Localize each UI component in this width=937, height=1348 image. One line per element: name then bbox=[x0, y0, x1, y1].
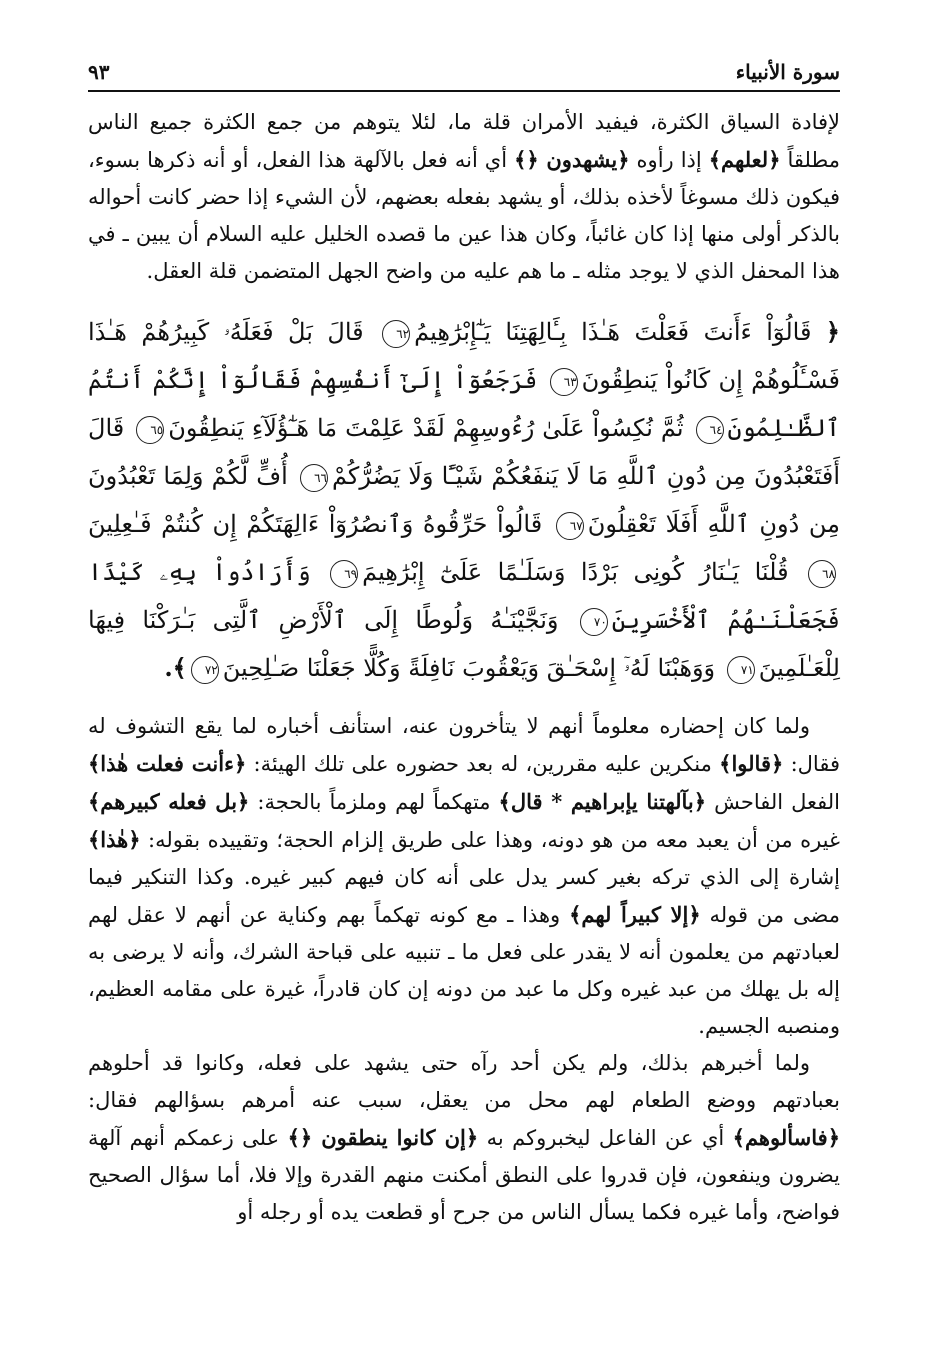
text-run: الفعل الفاحش bbox=[706, 790, 841, 814]
ayah-number-marker: ٧٢ bbox=[191, 656, 219, 684]
text-run: أي أنه فعل بالآلهة هذا الفعل، أو أنه ذكرها بسوء، فيكون ذلك مسوغاً لأخذه بذلك، أو يشهد بفعله بعضهم، لأن الشيء إذا حضر كانت أحواله بالذكر أولى منها إذا كان غائباً، وكان هذا عين ما قصده الخليل عليه السلام أن يبين ـ في هذا المحفل الذي لا يوجد مثله ـ ما هم عليه من واضح الجهل المتضمن قلة العقل. bbox=[88, 148, 840, 283]
verse-text: قَالَ أَفَتَعْبُدُونَ مِن دُونِ ٱللَّهِ مَا لَا يَنفَعُكُمْ شَيْـًٔا وَلَا يَضُرُّكُمْ bbox=[88, 414, 841, 490]
text-run: لإفادة السياق الكثرة، فيفيد الأمران قلة ما، لئلا يتوهم من جمع الكثرة جميع الناس مطلقاً bbox=[88, 110, 840, 172]
ayah-number-marker: ٦٣ bbox=[550, 368, 578, 396]
quoted-word: ﴿فاسألوهم﴾ bbox=[732, 1125, 840, 1150]
quoted-word: ﴿هٰذا﴾ bbox=[88, 827, 141, 852]
ayah-number-marker: ٦٨ bbox=[808, 560, 836, 588]
text-run: منكرين عليه مقررين، له بعد حضوره على تلك الهيئة: bbox=[246, 752, 720, 776]
verse-text: أُفٍّ لَّكُمْ وَلِمَا تَعْبُدُونَ مِن دُونِ ٱللَّهِ أَفَلَا تَعْقِلُونَ bbox=[88, 462, 840, 538]
verse-text: وَوَهَبْنَا لَهُۥٓ إِسْحَـٰقَ وَيَعْقُوبَ نَافِلَةً وَكُلًّا جَعَلْنَا صَـٰلِحِينَ bbox=[222, 654, 716, 682]
verse-text: وَنَجَّيْنَـٰهُ وَلُوطًا إِلَى ٱلْأَرْضِ ٱلَّتِى بَـٰرَكْنَا فِيهَا لِلْعَـٰلَمِينَ bbox=[88, 606, 840, 682]
text-run: متهكماً لهم وملزماً بالحجة: bbox=[249, 790, 499, 814]
ayah-number-marker: ٦٤ bbox=[696, 416, 724, 444]
text-run: على زعمكم أنهم آلهة يضرون وينفعون، فإن قدروا على النطق أمكنت منهم القدرة وإلا فلا، أما سؤال الصحيح فواضح، وأما غيره فكما يسأل الناس من جرح أو قطعت يده أو رجله أو bbox=[88, 1126, 840, 1224]
page-header bbox=[88, 56, 840, 92]
quoted-word: ﴿قالوا﴾ bbox=[719, 751, 784, 776]
ayah-number-marker: ٦٥ bbox=[136, 416, 164, 444]
quoted-word: ﴿إلا كبيراً لهم﴾ bbox=[569, 902, 701, 927]
quoted-word: ﴿لعلهم﴾ bbox=[708, 147, 781, 172]
verse-text: فَرَجَعُوٓاْ إِلَىٰٓ أَنفُسِهِمْ فَقَالُوٓاْ إِنَّكُمْ أَنتُمُ ٱلظَّـٰلِمُونَ bbox=[88, 366, 841, 442]
quran-close-bracket: ﴾. bbox=[164, 653, 187, 682]
ayah-number-marker: ٧١ bbox=[727, 656, 755, 684]
text-run: إشارة إلى الذي تركه بغير كسر يدل على أنه كان فيهم كبير غيره. وكذا التنكير فيما مضى من قوله bbox=[88, 865, 840, 927]
verse-text: قَالَ بَلْ فَعَلَهُۥ كَبِيرُهُمْ هَـٰذَا فَسْـَٔلُوهُمْ إِن كَانُواْ يَنطِقُونَ bbox=[88, 318, 840, 394]
surah-title: سورة الأنبياء bbox=[735, 60, 840, 84]
quran-open-bracket: ﴿ bbox=[825, 317, 840, 346]
ayah-number-marker: ٧٠ bbox=[580, 608, 608, 636]
verse-text: ثُمَّ نُكِسُواْ عَلَىٰ رُءُوسِهِمْ لَقَدْ عَلِمْتَ مَا هَـٰٓؤُلَآءِ يَنطِقُونَ bbox=[168, 414, 684, 442]
commentary-paragraph-2 bbox=[88, 708, 840, 1045]
page-number: ٩٣ bbox=[88, 60, 110, 84]
ayah-number-marker: ٦٧ bbox=[556, 512, 584, 540]
verse-text: قَالُوٓاْ ءَأَنتَ فَعَلْتَ هَـٰذَا بِـَٔالِهَتِنَا يَـٰٓإِبْرَٰهِيمُ bbox=[414, 318, 812, 346]
verse-text: وَأَرَادُواْ بِهِۦ كَيْدًا فَجَعَلْنَـٰهُمُ ٱلْأَخْسَرِينَ bbox=[88, 558, 840, 634]
quran-verses-block bbox=[88, 308, 840, 692]
text-run: ولما أخبرهم بذلك، ولم يكن أحد رآه حتى يشهد على فعله، وكانوا قد أحلوهم بعبادتهم ووضع الطعام لهم محل من يعقل، سبب عنه أمرهم بسؤالهم فقال: bbox=[88, 1051, 840, 1112]
ayah-number-marker: ٦٦ bbox=[300, 464, 328, 492]
ayah-number-marker: ٦٢ bbox=[382, 320, 410, 348]
commentary-paragraph-3 bbox=[88, 1045, 840, 1231]
text-run: أي عن الفاعل ليخبروكم به bbox=[478, 1126, 733, 1150]
quoted-word: ﴿بل فعله كبيرهم﴾ bbox=[88, 789, 250, 814]
book-page bbox=[88, 56, 840, 1326]
verse-text: قُلْنَا يَـٰنَارُ كُونِى بَرْدًا وَسَلَـٰمًا عَلَىٰٓ إِبْرَٰهِيمَ bbox=[362, 558, 789, 586]
quoted-word: ﴿يشهدون ﴿﴾ bbox=[514, 147, 630, 172]
quoted-word: ﴿ءأنت فعلت هٰذا﴾ bbox=[88, 751, 247, 776]
text-run: ولما كان إحضاره معلوماً أنهم لا يتأخرون عنه، استأنف أخباره لما يقع التشوف له فقال: bbox=[88, 714, 840, 776]
text-run: وهذا ـ مع كونه تهكماً بهم وكناية عن أنهم لا عقل لهم لعبادتهم من يعلمون أنه لا يقدر على فعل ما ـ تنبيه على قباحة الشرك، وأنه لا يرضى به إله بل يهلك من عبد غيره وكل ما عبد من دونه إن كان قادراً، غيرة على مقامه العظيم، ومنصبه الجسيم. bbox=[88, 903, 840, 1038]
quoted-word: ﴿بآلهتنا يإبراهيم * قال﴾ bbox=[498, 789, 707, 814]
text-run: غيره من أن يعبد معه من هو دونه، وهذا على طريق إلزام الحجة؛ وتقييده بقوله: bbox=[140, 828, 840, 852]
text-run: إذا رأوه bbox=[629, 148, 709, 172]
ayah-number-marker: ٦٩ bbox=[330, 560, 358, 588]
quoted-word: ﴿إن كانوا ينطقون ﴿﴾ bbox=[287, 1125, 479, 1150]
commentary-paragraph-1 bbox=[88, 104, 840, 290]
verse-text: قَالُواْ حَرِّقُوهُ وَٱنصُرُوٓاْ ءَالِهَتَكُمْ إِن كُنتُمْ فَـٰعِلِينَ bbox=[88, 510, 543, 538]
